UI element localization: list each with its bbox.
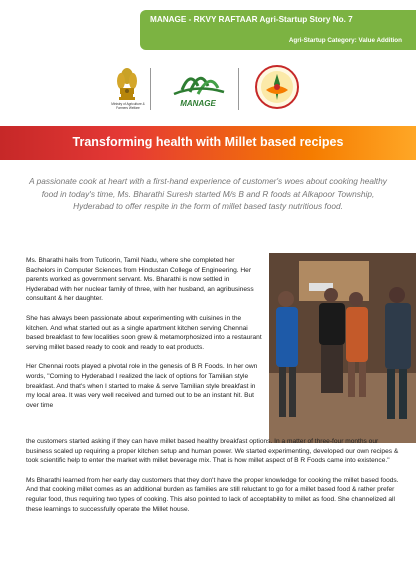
article-paragraph: Ms Bharathi learned from her early day customers that they don't have the proper knowledge for cooking the millet based foods. And that cooking millet comes as an additional burden as families are still reluctant to go for a millet based food & rather prefer regular food, thus requiring two types of cooking. This also pointed to lack of acceptability to millet as food. She channelized all these learnings to successfully operate the Millet house. — [26, 476, 399, 513]
founders-photo — [269, 253, 416, 443]
national-emblem-icon — [111, 64, 145, 116]
page-title: Transforming health with Millet based recipes — [72, 135, 344, 149]
svg-text:MANAGE: MANAGE — [180, 99, 216, 108]
article-paragraph: Ms. Bharathi hails from Tuticorin, Tamil Nadu, where she completed her Bachelors in Computer Sciences from Hindustan College of Engineering. Her parents worked as government servant. Ms. Bharathi is now settled in Hyderabad with her nuclear family of three, with her husband, an agribusiness consultant & her daughter. — [26, 257, 254, 303]
article-continuation — [26, 437, 400, 514]
article-paragraph: She has always been passionate about experimenting with cuisines in the kitchen. And what started out as a single apartment kitchen serving Chennai based breakfast to few localities soon grew & metamorphosized into a restaurant serving millet based ready to cook and ready to eat products. — [26, 314, 262, 351]
article-column-left — [26, 256, 262, 410]
rkvy-raftaar-logo-icon — [254, 64, 300, 110]
article-paragraph: the customers started asking if they can have millet based healthy breakfast options. In a matter of three-four months our business scaled up requiring a proper kitchen setup and human power. We started experimenting, developed our own recipes & took scientific help to enter the market with millet beverage mix. That is how millet aspect of B R Foods came into existence." — [26, 438, 399, 465]
title-banner — [0, 126, 416, 160]
ministry-caption: Ministry of Agriculture & Farmers Welfare — [111, 102, 145, 110]
category-label: Agri-Startup Category: Value Addition — [288, 37, 402, 44]
intro-summary: A passionate cook at heart with a first-hand experience of customer's woes about cooking healthy food in today's time, Ms. Bharathi Suresh started M/s B and R foods at Alkapoor Township, Hyderabad to offer respite in the form of millet based tasty nutritious food. — [29, 176, 387, 211]
story-number-label: MANAGE - RKVY RAFTAAR Agri-Startup Story No. 7 — [150, 15, 353, 24]
article-paragraph: Her Chennai roots played a pivotal role in the genesis of B R Foods. In her own words, "Coming to Hyderabad I realized the lack of options for Tamilian style breakfast. And that's when I started to make & serve Tamilian style breakfast in my local area. It was very well received and turned out to be an instant hit. But over time — [26, 363, 258, 409]
story-header-bar — [140, 10, 416, 50]
logo-divider — [238, 68, 239, 110]
logo-divider — [150, 68, 151, 110]
logo-strip — [0, 56, 416, 118]
manage-logo-icon — [168, 66, 228, 110]
